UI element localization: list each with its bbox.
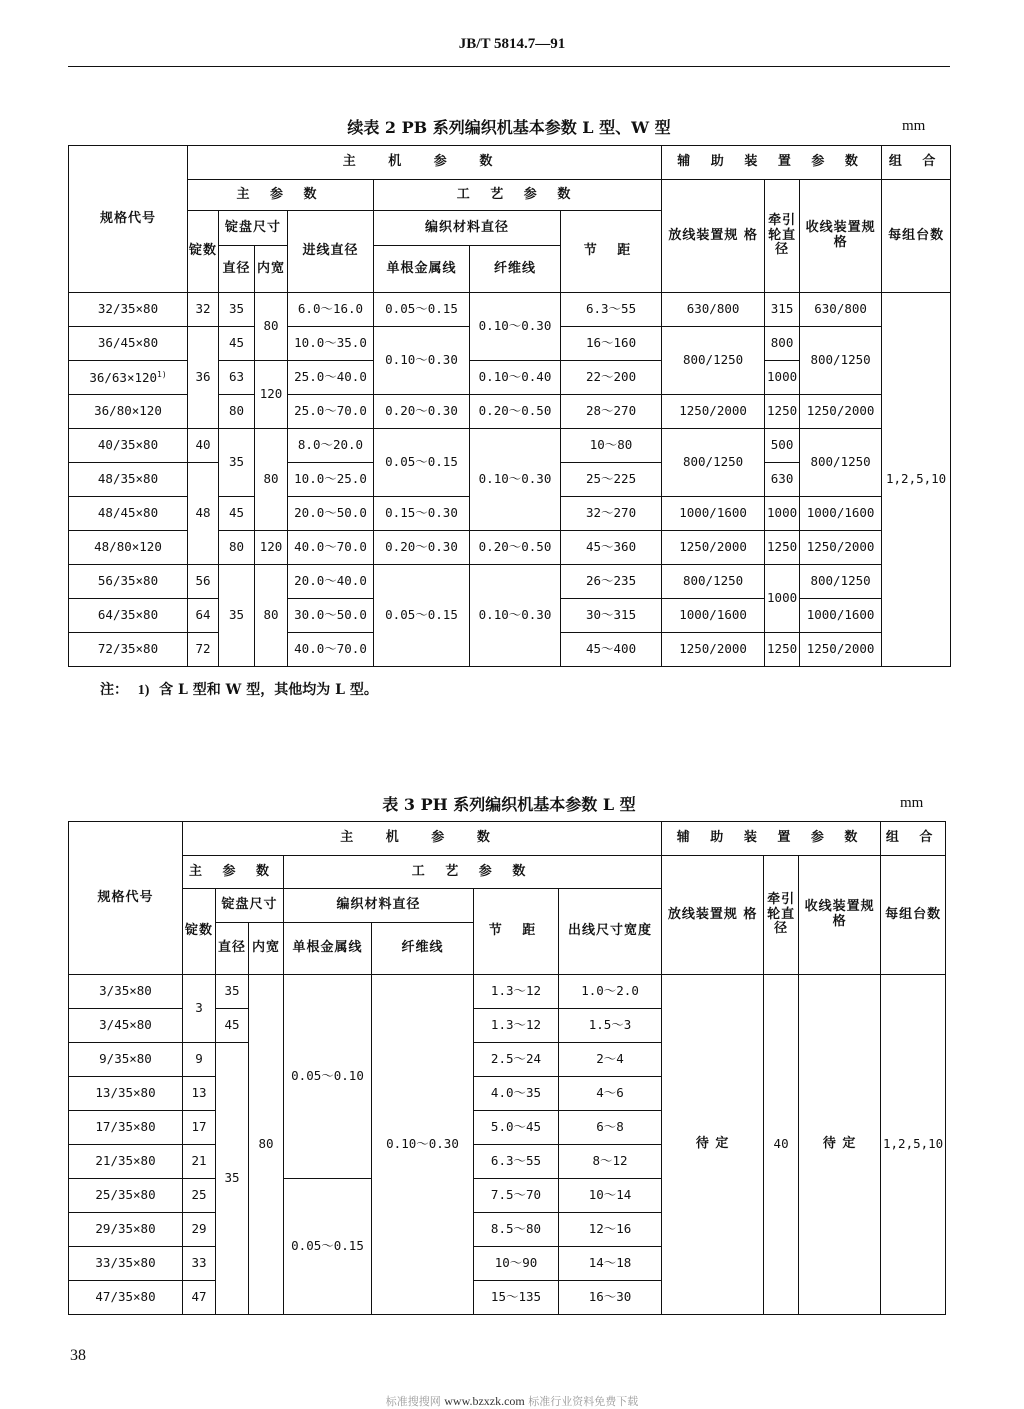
group-header: 组 合	[881, 822, 946, 856]
fiber-cell: 0.10～0.30	[470, 565, 561, 667]
spec-code-cell: 3/35×80	[69, 975, 183, 1009]
table2-caption: 续表 2 PB 系列编织机基本参数 L 型、W 型	[347, 118, 671, 137]
out-width-cell: 4～6	[559, 1077, 662, 1111]
fiber-cell: 0.20～0.50	[470, 395, 561, 429]
takeup-cell: 800/1250	[800, 429, 882, 497]
pitch-cell: 22～200	[561, 361, 662, 395]
spindles-cell: 32	[188, 293, 219, 327]
capstan-cell: 630	[765, 463, 800, 497]
feed-dia-cell: 20.0～40.0	[288, 565, 374, 599]
capstan-cell: 1000	[765, 361, 800, 395]
spindles-cell: 9	[183, 1043, 216, 1077]
aux-params-header: 辅 助 装 置 参 数	[662, 146, 882, 180]
feed-dia-cell: 40.0～70.0	[288, 633, 374, 667]
fiber-header: 纤维线	[470, 246, 561, 293]
out-width-cell: 10～14	[559, 1179, 662, 1213]
inner-width-header: 内宽	[255, 246, 288, 293]
payoff-cell: 1000/1600	[662, 599, 765, 633]
out-width-cell: 1.0～2.0	[559, 975, 662, 1009]
watermark-right: 标准行业资料免费下载	[528, 1395, 639, 1408]
diameter-cell: 45	[219, 327, 255, 361]
takeup-cell: 630/800	[800, 293, 882, 327]
spindles-cell: 13	[183, 1077, 216, 1111]
capstan-cell: 500	[765, 429, 800, 463]
diameter-cell: 80	[219, 395, 255, 429]
spec-code-cell: 36/80×120	[69, 395, 188, 429]
spec-code-cell: 21/35×80	[69, 1145, 183, 1179]
pitch-cell: 7.5～70	[474, 1179, 559, 1213]
pitch-cell: 28～270	[561, 395, 662, 429]
out-width-cell: 6～8	[559, 1111, 662, 1145]
pitch-cell: 1.3～12	[474, 975, 559, 1009]
note-marker: 1)	[137, 683, 150, 698]
pitch-cell: 16～160	[561, 327, 662, 361]
process-params-header: 工 艺 参 数	[284, 856, 662, 889]
fiber-cell: 0.20～0.50	[470, 531, 561, 565]
diameter-cell: 35	[219, 565, 255, 667]
pitch-cell: 1.3～12	[474, 1009, 559, 1043]
single-metal-cell: 0.15～0.30	[374, 497, 470, 531]
payoff-cell: 1250/2000	[662, 633, 765, 667]
spec-code-cell: 9/35×80	[69, 1043, 183, 1077]
spindles-cell: 17	[183, 1111, 216, 1145]
spindles-cell: 21	[183, 1145, 216, 1179]
pitch-cell: 45～360	[561, 531, 662, 565]
watermark-left: 标准搜搜网	[385, 1395, 441, 1408]
payoff-cell: 800/1250	[662, 429, 765, 497]
table3-caption: 表 3 PH 系列编织机基本参数 L 型	[382, 795, 636, 814]
table2-unit: mm	[902, 118, 926, 134]
out-width-cell: 12～16	[559, 1213, 662, 1247]
feed-dia-cell: 6.0～16.0	[288, 293, 374, 327]
single-metal-cell: 0.05～0.15	[284, 1179, 372, 1315]
capstan-cell: 1250	[765, 531, 800, 565]
units-per-group-header: 每组台数	[882, 180, 951, 293]
pitch-cell: 2.5～24	[474, 1043, 559, 1077]
feed-dia-cell: 25.0～40.0	[288, 361, 374, 395]
pitch-cell: 30～315	[561, 599, 662, 633]
braid-dia-header: 编织材料直径	[284, 889, 474, 923]
capstan-header: 牵引轮直径	[764, 856, 799, 975]
capstan-cell: 1000	[765, 497, 800, 531]
spool-size-header: 锭盘尺寸	[219, 211, 288, 246]
out-width-cell: 16～30	[559, 1281, 662, 1315]
feed-dia-cell: 8.0～20.0	[288, 429, 374, 463]
inner-width-cell: 80	[255, 565, 288, 667]
fiber-cell: 0.10～0.30	[372, 975, 474, 1315]
feed-dia-cell: 25.0～70.0	[288, 395, 374, 429]
spec-code-cell	[69, 361, 188, 395]
spindles-header: 锭数	[188, 211, 219, 293]
capstan-cell: 800	[765, 327, 800, 361]
diameter-cell: 63	[219, 361, 255, 395]
process-params-header: 工 艺 参 数	[374, 180, 662, 211]
footer-watermark	[0, 1393, 1024, 1409]
spool-size-header: 锭盘尺寸	[216, 889, 284, 923]
single-metal-cell: 0.10～0.30	[374, 327, 470, 395]
inner-width-header: 内宽	[249, 923, 284, 975]
spec-code-cell: 3/45×80	[69, 1009, 183, 1043]
takeup-cell: 1000/1600	[800, 497, 882, 531]
payoff-cell: 630/800	[662, 293, 765, 327]
spindles-cell: 64	[188, 599, 219, 633]
pitch-cell: 25～225	[561, 463, 662, 497]
main-params-header: 主 参 数	[183, 856, 284, 889]
fiber-cell: 0.10～0.30	[470, 429, 561, 531]
single-metal-header: 单根金属线	[284, 923, 372, 975]
host-params-header: 主 机 参 数	[183, 822, 662, 856]
pitch-header: 节 距	[474, 889, 559, 975]
footnote-marker: 1)	[157, 369, 167, 379]
spec-code-cell: 47/35×80	[69, 1281, 183, 1315]
payoff-header: 放线装置规 格	[662, 856, 764, 975]
spindles-cell: 33	[183, 1247, 216, 1281]
header-rule	[68, 66, 950, 67]
capstan-cell: 1250	[765, 395, 800, 429]
braid-dia-header: 编织材料直径	[374, 211, 561, 246]
fiber-header: 纤维线	[372, 923, 474, 975]
spindles-cell: 25	[183, 1179, 216, 1213]
pitch-cell: 10～80	[561, 429, 662, 463]
table2-pb-series	[68, 145, 951, 667]
group-value-cell: 1,2,5,10	[882, 293, 951, 667]
takeup-cell: 1250/2000	[800, 395, 882, 429]
pitch-cell: 4.0～35	[474, 1077, 559, 1111]
spindles-header: 锭数	[183, 889, 216, 975]
spec-code-cell: 64/35×80	[69, 599, 188, 633]
spec-code-cell: 48/80×120	[69, 531, 188, 565]
takeup-cell: 800/1250	[800, 327, 882, 395]
spindles-cell: 29	[183, 1213, 216, 1247]
diameter-header: 直径	[216, 923, 249, 975]
capstan-cell: 40	[764, 975, 799, 1315]
diameter-header: 直径	[219, 246, 255, 293]
takeup-cell: 800/1250	[800, 565, 882, 599]
group-value-cell: 1,2,5,10	[881, 975, 946, 1315]
pitch-cell: 45～400	[561, 633, 662, 667]
single-metal-cell: 0.05～0.10	[284, 975, 372, 1179]
single-metal-cell: 0.05～0.15	[374, 293, 470, 327]
out-width-cell: 2～4	[559, 1043, 662, 1077]
spindles-cell: 3	[183, 975, 216, 1043]
payoff-cell: 1000/1600	[662, 497, 765, 531]
spindles-cell: 47	[183, 1281, 216, 1315]
spec-code-cell: 40/35×80	[69, 429, 188, 463]
takeup-cell: 1250/2000	[800, 633, 882, 667]
spec-code-cell: 48/45×80	[69, 497, 188, 531]
out-width-header: 出线尺寸宽度	[559, 889, 662, 975]
diameter-cell: 80	[219, 531, 255, 565]
spindles-cell: 56	[188, 565, 219, 599]
spec-code-cell: 13/35×80	[69, 1077, 183, 1111]
aux-params-header: 辅 助 装 置 参 数	[662, 822, 881, 856]
spec-code-text: 36/63×120	[89, 369, 158, 385]
out-width-cell: 14～18	[559, 1247, 662, 1281]
feed-dia-cell: 30.0～50.0	[288, 599, 374, 633]
single-metal-cell: 0.05～0.15	[374, 429, 470, 497]
takeup-cell: 1250/2000	[800, 531, 882, 565]
diameter-cell: 35	[216, 1043, 249, 1315]
payoff-cell: 待 定	[662, 975, 764, 1315]
spec-code-cell: 36/45×80	[69, 327, 188, 361]
spindles-cell: 40	[188, 429, 219, 463]
inner-width-cell: 80	[249, 975, 284, 1315]
payoff-cell: 1250/2000	[662, 395, 765, 429]
spec-code-header: 规格代号	[69, 822, 183, 975]
diameter-cell: 35	[216, 975, 249, 1009]
spec-code-cell: 25/35×80	[69, 1179, 183, 1213]
feed-dia-cell: 10.0～25.0	[288, 463, 374, 497]
spec-code-cell: 17/35×80	[69, 1111, 183, 1145]
spec-code-cell: 48/35×80	[69, 463, 188, 497]
feed-dia-header: 进线直径	[288, 211, 374, 293]
diameter-cell: 35	[219, 429, 255, 497]
spec-code-cell: 56/35×80	[69, 565, 188, 599]
host-params-header: 主 机 参 数	[188, 146, 662, 180]
diameter-cell: 35	[219, 293, 255, 327]
diameter-cell: 45	[216, 1009, 249, 1043]
spindles-cell: 36	[188, 327, 219, 429]
watermark-url: www.bzxzk.com	[444, 1394, 525, 1408]
pitch-cell: 6.3～55	[474, 1145, 559, 1179]
pitch-cell: 6.3～55	[561, 293, 662, 327]
takeup-cell: 1000/1600	[800, 599, 882, 633]
spec-code-cell: 29/35×80	[69, 1213, 183, 1247]
table3-unit: mm	[900, 795, 924, 811]
single-metal-cell: 0.20～0.30	[374, 395, 470, 429]
spindles-cell: 72	[188, 633, 219, 667]
feed-dia-cell: 40.0～70.0	[288, 531, 374, 565]
pitch-cell: 10～90	[474, 1247, 559, 1281]
capstan-cell: 1000	[765, 565, 800, 633]
payoff-cell: 800/1250	[662, 565, 765, 599]
standard-number: JB/T 5814.7—91	[458, 36, 566, 52]
spec-code-cell: 33/35×80	[69, 1247, 183, 1281]
page-number: 38	[70, 1347, 86, 1364]
single-metal-cell: 0.20～0.30	[374, 531, 470, 565]
group-header: 组 合	[882, 146, 951, 180]
pitch-cell: 5.0～45	[474, 1111, 559, 1145]
pitch-cell: 8.5～80	[474, 1213, 559, 1247]
spec-code-header: 规格代号	[69, 146, 188, 293]
single-metal-header: 单根金属线	[374, 246, 470, 293]
spec-code-cell: 72/35×80	[69, 633, 188, 667]
takeup-header: 收线装置规 格	[799, 856, 881, 975]
main-params-header: 主 参 数	[188, 180, 374, 211]
payoff-cell: 1250/2000	[662, 531, 765, 565]
pitch-cell: 15～135	[474, 1281, 559, 1315]
spec-code-cell: 32/35×80	[69, 293, 188, 327]
fiber-cell: 0.10～0.40	[470, 361, 561, 395]
feed-dia-cell: 10.0～35.0	[288, 327, 374, 361]
takeup-cell: 待 定	[799, 975, 881, 1315]
pitch-cell: 32～270	[561, 497, 662, 531]
capstan-cell: 315	[765, 293, 800, 327]
table3-ph-series	[68, 821, 946, 1315]
out-width-cell: 1.5～3	[559, 1009, 662, 1043]
capstan-cell: 1250	[765, 633, 800, 667]
feed-dia-cell: 20.0～50.0	[288, 497, 374, 531]
inner-width-cell: 120	[255, 361, 288, 429]
pitch-cell: 26～235	[561, 565, 662, 599]
capstan-header: 牵引轮直径	[765, 180, 800, 293]
note-text: 含 L 型和 W 型，其他均为 L 型。	[159, 682, 378, 698]
takeup-header: 收线装置规 格	[800, 180, 882, 293]
table2-footnote	[100, 679, 378, 699]
out-width-cell: 8～12	[559, 1145, 662, 1179]
diameter-cell: 45	[219, 497, 255, 531]
payoff-header: 放线装置规 格	[662, 180, 765, 293]
pitch-header: 节 距	[561, 211, 662, 293]
spindles-cell: 48	[188, 463, 219, 565]
note-prefix: 注：	[100, 682, 128, 698]
inner-width-cell: 120	[255, 531, 288, 565]
single-metal-cell: 0.05～0.15	[374, 565, 470, 667]
units-per-group-header: 每组台数	[881, 856, 946, 975]
inner-width-cell: 80	[255, 293, 288, 361]
fiber-cell: 0.10～0.30	[470, 293, 561, 361]
payoff-cell: 800/1250	[662, 327, 765, 395]
inner-width-cell: 80	[255, 429, 288, 531]
